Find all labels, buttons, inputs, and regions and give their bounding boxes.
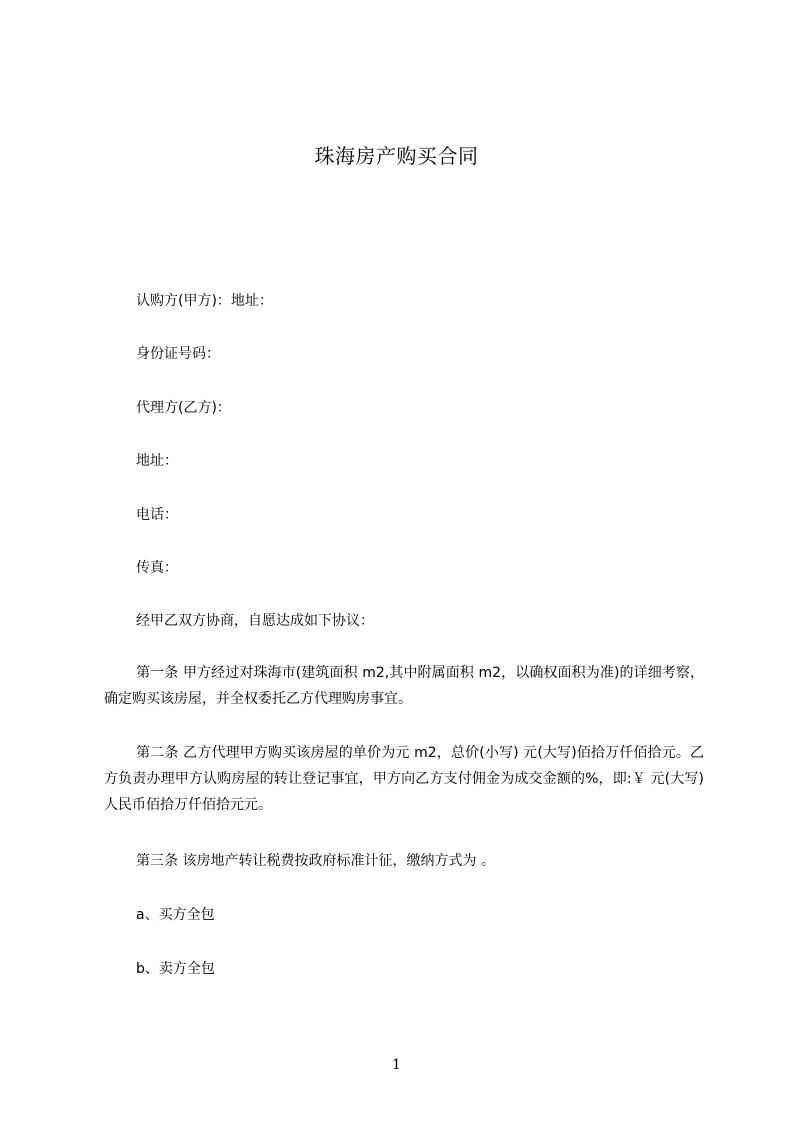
- address-field: 地址：: [136, 453, 178, 469]
- article-2-text: 第二条 乙方代理甲方购买该房屋的单价为元 m2，总价(小写) 元(大写)佰拾万仟佰拾元。乙方负责办理甲方认购房屋的转让登记事宜，甲方向乙方支付佣金为成交金额的%，即:￥ 元(大写)人民币佰拾万仟佰拾元元。: [104, 745, 704, 813]
- intro-text: 经甲乙双方协商，自愿达成如下协议：: [136, 613, 374, 629]
- article-3: 第三条 该房地产转让税费按政府标准计征，缴纳方式为 。: [136, 853, 495, 869]
- option-a: a、买方全包: [136, 907, 215, 923]
- option-b: b、卖方全包: [136, 961, 215, 977]
- agent-field: 代理方(乙方)：: [136, 400, 231, 416]
- article-1: [104, 660, 704, 712]
- phone-field: 电话：: [136, 507, 178, 523]
- id-number-field: 身份证号码：: [136, 346, 220, 362]
- fax-field: 传真：: [136, 560, 178, 576]
- article-1-text: 第一条 甲方经过对珠海市(建筑面积 m2,其中附属面积 m2，以确权面积为准)的详细考察，确定购买该房屋，并全权委托乙方代理购房事宜。: [104, 665, 704, 707]
- buyer-field: 认购方(甲方)：地址：: [136, 293, 273, 309]
- article-2: [104, 740, 704, 818]
- page-number: 1: [392, 1057, 401, 1073]
- document-title: 珠海房产购买合同: [314, 144, 479, 168]
